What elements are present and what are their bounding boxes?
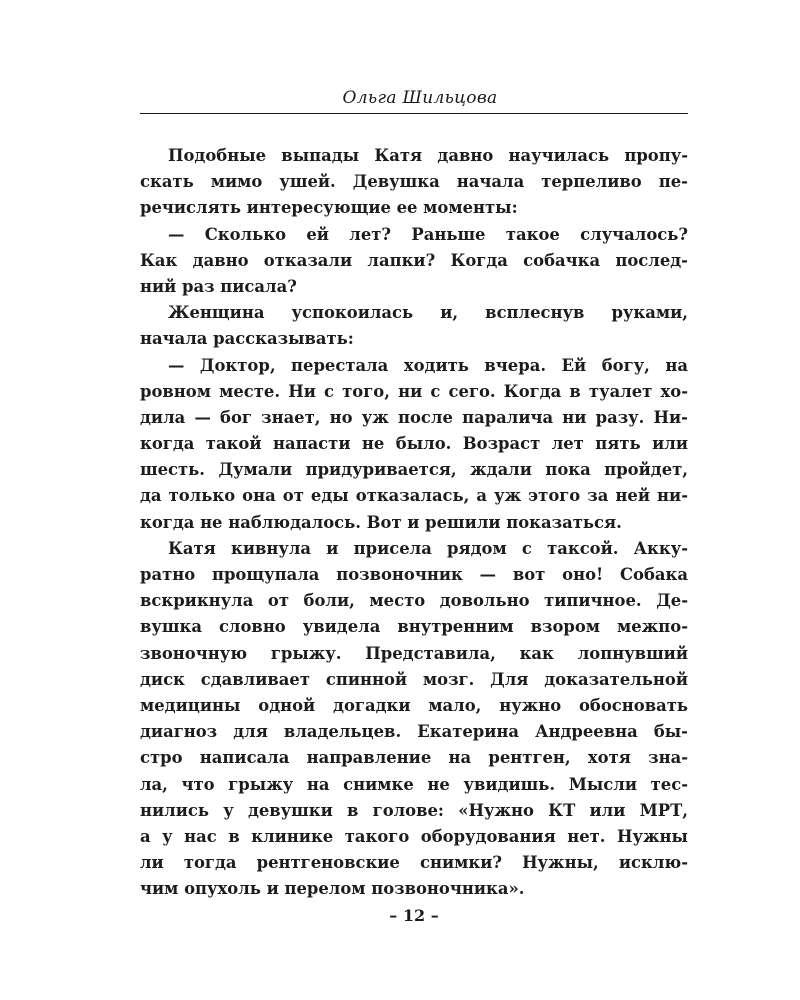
paragraph <box>140 300 688 352</box>
text-line: вушка словно увидела внутренним взором межпо- <box>140 617 688 637</box>
text-line: Подобные выпады Катя давно научилась пропу- <box>168 146 688 165</box>
text-line: вскрикнула от боли, место довольно типичное. Де- <box>140 591 688 611</box>
text-line: да только она от еды отказалась, а уж этого за ней ни- <box>140 486 688 506</box>
text-line: ратно прощупала позвоночник — вот оно! Собака <box>140 565 688 584</box>
text-line: диагноз для владельцев. Екатерина Андреевна бы- <box>140 722 688 742</box>
text-line: начала рассказывать: <box>140 329 354 349</box>
text-line: дила — бог знает, но уж после паралича ни разу. Ни- <box>140 407 688 427</box>
text-line: звоночную грыжу. Представила, как лопнувший <box>140 643 688 663</box>
page-number: – 12 – <box>389 906 439 925</box>
text-line: шесть. Думали придуривается, ждали пока пройдет, <box>140 460 688 480</box>
text-line: диск сдавливает спинной мозг. Для доказательной <box>140 669 688 689</box>
text-line: стро написала направление на рентген, хотя зна- <box>140 748 688 768</box>
running-title: Ольга Шильцова <box>342 88 498 108</box>
body-text <box>140 143 688 902</box>
paragraph <box>140 353 688 536</box>
text-line: ла, что грыжу на снимке не увидишь. Мысли тес- <box>140 774 688 794</box>
text-line: Как давно отказали лапки? Когда собачка послед- <box>140 250 688 270</box>
paragraph <box>140 222 688 301</box>
text-line: а у нас в клинике такого оборудования нет. Нужны <box>140 826 688 846</box>
text-line: ний раз писала? <box>140 276 297 296</box>
text-line: когда такой напасти не было. Возраст лет пять или <box>140 434 688 454</box>
paragraph <box>140 536 688 903</box>
text-line: Катя кивнула и присела рядом с таксой. Акку- <box>168 538 688 558</box>
text-line: медицины одной догадки мало, нужно обосновать <box>140 695 688 715</box>
header-rule <box>140 113 688 114</box>
text-line: речислять интересующие ее моменты: <box>140 198 518 218</box>
text-line: нились у девушки в голове: «Нужно КТ или МРТ, <box>140 800 688 820</box>
text-line: когда не наблюдалось. Вот и решили показаться. <box>140 512 622 532</box>
text-line: — Сколько ей лет? Раньше такое случалось? <box>168 224 688 244</box>
text-line: — Доктор, перестала ходить вчера. Ей богу, на <box>168 355 688 375</box>
text-line: скать мимо ушей. Девушка начала терпеливо пе- <box>140 172 688 192</box>
text-line: Женщина успокоилась и, всплеснув руками, <box>168 303 688 323</box>
text-line: ровном месте. Ни с того, ни с сего. Когда в туалет хо- <box>140 381 688 401</box>
text-line: ли тогда рентгеновские снимки? Нужны, исклю- <box>140 853 688 873</box>
text-line: чим опухоль и перелом позвоночника». <box>140 879 525 899</box>
paragraph <box>140 143 688 222</box>
